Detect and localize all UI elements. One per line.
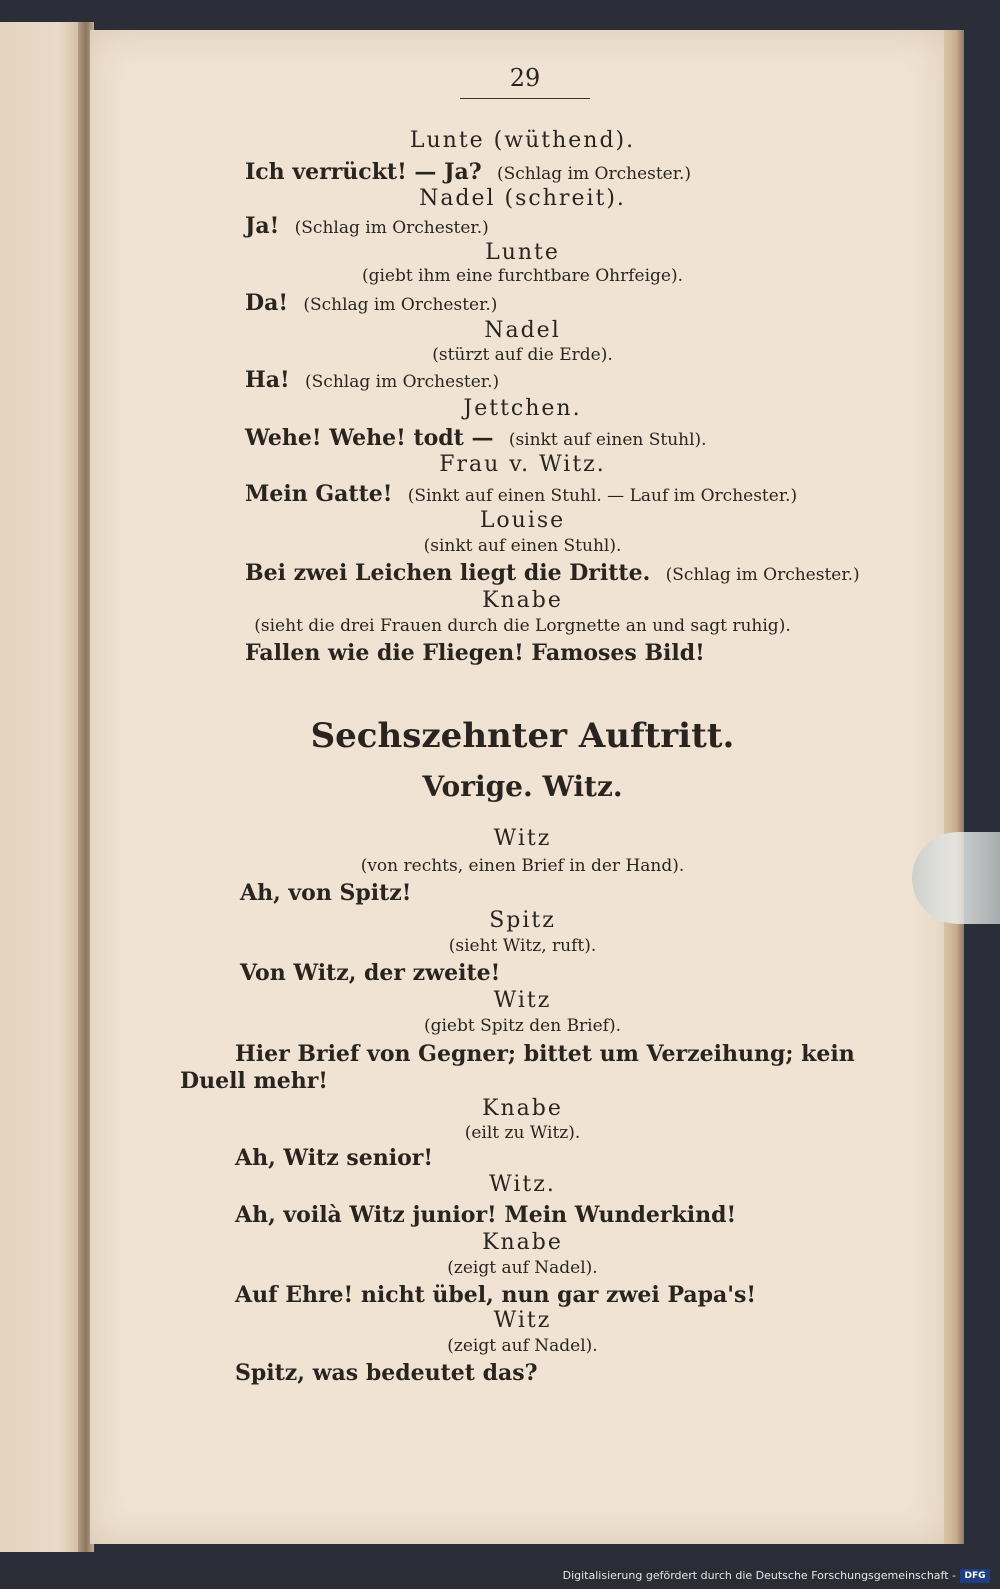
- scene-cast: Vorige. Witz.: [422, 770, 623, 803]
- page-number: 29: [509, 64, 541, 92]
- footer-credit: Digitalisierung gefördert durch die Deutsche Forschungsgemeinschaft -: [562, 1569, 956, 1582]
- dialogue-line: Ja! (Schlag im Orchester.): [245, 213, 489, 239]
- speaker-line: Knabe: [482, 1230, 563, 1255]
- speaker-line: Nadel: [484, 318, 561, 343]
- speaker-line: Spitz: [489, 908, 556, 933]
- dialogue-line: Auf Ehre! nicht übel, nun gar zwei Papa's!: [235, 1282, 757, 1308]
- stage-direction: (sieht die drei Frauen durch die Lorgnette an und sagt ruhig).: [254, 616, 791, 636]
- dialogue-line: Ha! (Schlag im Orchester.): [245, 367, 500, 393]
- speaker-line: Frau v. Witz.: [439, 452, 606, 477]
- stage-direction: (zeigt auf Nadel).: [447, 1258, 598, 1278]
- scene-title: Sechszehnter Auftritt.: [310, 716, 735, 756]
- dialogue-line: Fallen wie die Fliegen! Famoses Bild!: [245, 640, 705, 666]
- speaker-line: Witz.: [489, 1172, 556, 1197]
- dialogue-line: Mein Gatte! (Sinkt auf einen Stuhl. — Lauf im Orchester.): [245, 481, 798, 507]
- speaker-line: Knabe: [482, 1096, 563, 1121]
- speaker-line: Nadel (schreit).: [419, 186, 626, 211]
- dialogue-line: Von Witz, der zweite!: [240, 960, 501, 986]
- stage-direction: (von rechts, einen Brief in der Hand).: [360, 856, 685, 876]
- speaker-line: Knabe: [482, 588, 563, 613]
- dfg-logo: DFG: [960, 1569, 990, 1583]
- stage-direction: (zeigt auf Nadel).: [447, 1336, 598, 1356]
- stage-direction: (sieht Witz, ruft).: [448, 936, 597, 956]
- header-rule: [460, 98, 590, 99]
- dialogue-line: Duell mehr!: [180, 1068, 328, 1094]
- dialogue-line: Hier Brief von Gegner; bittet um Verzeihung; kein: [235, 1041, 855, 1067]
- dialogue-line: Wehe! Wehe! todt — (sinkt auf einen Stuhl).: [245, 425, 707, 451]
- stage-direction: (eilt zu Witz).: [464, 1123, 581, 1143]
- speaker-line: Lunte: [485, 240, 560, 265]
- speaker-line: Witz: [493, 826, 552, 851]
- speaker-line: Lunte (wüthend).: [409, 128, 636, 153]
- speaker-line: Jettchen.: [463, 396, 582, 421]
- dialogue-line: Ah, Witz senior!: [235, 1145, 434, 1171]
- stage-direction: (stürzt auf die Erde).: [432, 345, 613, 365]
- dialogue-line: Da! (Schlag im Orchester.): [245, 290, 498, 316]
- speaker-line: Louise: [479, 508, 566, 533]
- stage-direction: (giebt ihm eine furchtbare Ohrfeige).: [361, 266, 683, 286]
- speaker-line: Witz: [493, 988, 552, 1013]
- dialogue-line: Ah, von Spitz!: [240, 880, 412, 906]
- dialogue-line: Ich verrückt! — Ja? (Schlag im Orchester.): [245, 159, 692, 185]
- stage-direction: (sinkt auf einen Stuhl).: [423, 536, 622, 556]
- dialogue-line: Bei zwei Leichen liegt die Dritte. (Schlag im Orchester.): [245, 560, 860, 586]
- stage-direction: (giebt Spitz den Brief).: [423, 1016, 622, 1036]
- dialogue-line: Ah, voilà Witz junior! Mein Wunderkind!: [235, 1202, 737, 1228]
- speaker-line: Witz: [493, 1308, 552, 1333]
- dialogue-line: Spitz, was bedeutet das?: [235, 1360, 538, 1386]
